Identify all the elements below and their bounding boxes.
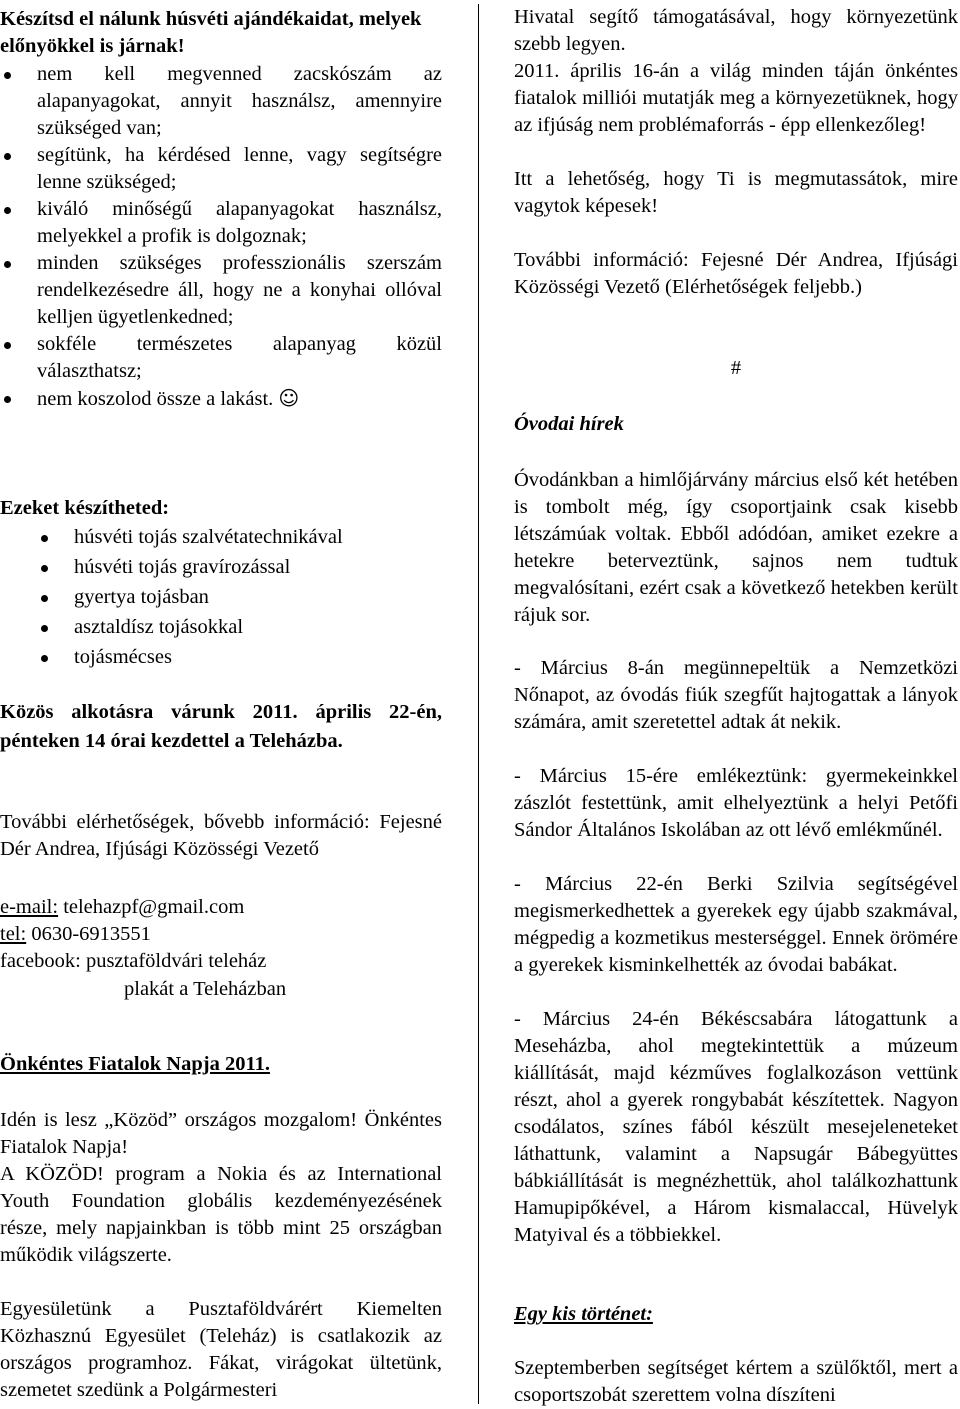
bullet-icon bbox=[4, 261, 11, 268]
bullet-icon bbox=[4, 207, 11, 214]
story-heading: Egy kis történet: bbox=[514, 1303, 653, 1325]
column-divider bbox=[478, 4, 479, 1404]
bullet-icon bbox=[4, 72, 11, 79]
list-item: sokféle természetes alapanyag közül választhatsz; bbox=[0, 331, 442, 385]
make-heading: Ezeket készítheted: bbox=[0, 497, 170, 519]
facebook-line: facebook: pusztaföldvári teleház bbox=[0, 950, 267, 972]
news-item: - Március 24-én Békéscsabára látogattunk a Meseházba, ahol megtekintettük a múzeum kiállítását, majd kézműves foglalkozáson vettünk részt, ahol a gyerek rongybabát készítettek. Nagyon csodálatos, színes fából készült mesejeleneteket láthattunk, valamint a Napsugár Bábegyüttes bábkiállítását is megnézhettük, ahol találkozhattunk Hamupipőkével, a Három kismalaccal, Hüvelyk Matyival és a többiekkel. bbox=[514, 1008, 958, 1246]
email-label: e-mail: bbox=[0, 896, 59, 918]
bullet-icon bbox=[4, 153, 11, 160]
list-item: asztaldísz tojásokkal bbox=[0, 612, 442, 642]
more-info: További információ: Fejesné Dér Andrea, Ifjúsági Közösségi Vezető (Elérhetőségek feljebb.) bbox=[514, 249, 958, 298]
email-line bbox=[0, 894, 442, 921]
news-item: - Március 15-ére emlékeztünk: gyermekeinkkel zászlót festettünk, amit elhelyeztünk a helyi Petőfi Sándor Általános Iskolában az ott lévő emlékműnél. bbox=[514, 765, 958, 841]
list-item: húsvéti tojás szalvétatechnikával bbox=[0, 522, 442, 552]
list-item: minden szükséges professzionális szerszám rendelkezésedre áll, hogy ne a konyhai ollóval kelljen ügyetlenkedned; bbox=[0, 250, 442, 331]
story-paragraph: Szeptemberben segítséget kértem a szülőktől, mert a csoportszobát szerettem volna díszíteni bbox=[514, 1357, 958, 1406]
news-item: - Március 22-én Berki Szilvia segítségével megismerkedhettek a gyerekek egy újabb szakmával, mégpedig a kozmetikus mesterséggel. Ennek örömére a gyerekek kisminkelhették az óvodai babákat. bbox=[514, 873, 958, 976]
list-item: húsvéti tojás gravírozással bbox=[0, 552, 442, 582]
tel-line bbox=[0, 921, 442, 948]
items-list bbox=[0, 522, 442, 672]
volunteer-heading: Önkéntes Fiatalok Napja 2011. bbox=[0, 1053, 270, 1075]
invite-text: Közös alkotásra várunk 2011. április 22-én, pénteken 14 órai kezdettel a Teleházba. bbox=[0, 701, 442, 752]
list-item: nem koszolod össze a lakást. ☺ bbox=[0, 385, 442, 413]
volunteer-paragraph-3: Egyesületünk a Pusztaföldvárért Kiemelten Közhasznú Egyesület (Teleház) is csatlakozik az országos programhoz. Fákat, virágokat ültetünk, szemetet szedünk a Polgármesteri bbox=[0, 1298, 442, 1401]
bullet-icon bbox=[4, 342, 11, 349]
list-item: tojásmécses bbox=[0, 642, 442, 672]
kindergarten-paragraph: Óvodánkban a himlőjárvány március első két hetében is tombolt még, így csoportjaink csak kisebb létszámúak voltak. Ebből adódóan, amiket ezekre a hetekre beterveztünk, sajnos nem tudtuk megvalósítani, ezért csak a következő hetekben került rájuk sor. bbox=[514, 469, 958, 626]
bullet-icon bbox=[41, 535, 48, 542]
news-item: - Március 8-án megünnepeltük a Nemzetközi Nőnapot, az óvodás fiúk szegfűt hajtogattak a lányok számára, amit szeretettel adtak át nekik. bbox=[514, 657, 958, 733]
list-item: segítünk, ha kérdésed lenne, vagy segítségre lenne szükséged; bbox=[0, 142, 442, 196]
contact-intro: További elérhetőségek, bővebb információ: Fejesné Dér Andrea, Ifjúsági Közösségi Vezető bbox=[0, 811, 442, 860]
bullet-icon bbox=[41, 625, 48, 632]
bullet-icon bbox=[41, 655, 48, 662]
tel-label: tel: bbox=[0, 923, 27, 945]
volunteer-continued-1: Hivatal segítő támogatásával, hogy környezetünk szebb legyen. bbox=[514, 6, 958, 55]
volunteer-paragraph-1: Idén is lesz „Közöd” országos mozgalom! Önkéntes Fiatalok Napja! bbox=[0, 1109, 442, 1158]
bullet-icon bbox=[41, 595, 48, 602]
bullet-icon bbox=[41, 565, 48, 572]
volunteer-continued-3: Itt a lehetőség, hogy Ti is megmutassátok, mire vagytok képesek! bbox=[514, 168, 958, 217]
list-item: kiváló minőségű alapanyagokat használsz, melyekkel a profik is dolgoznak; bbox=[0, 196, 442, 250]
email-value[interactable]: telehazpf@gmail.com bbox=[58, 896, 245, 918]
section-separator: # bbox=[730, 357, 742, 379]
poster-line: plakát a Teleházban bbox=[124, 978, 287, 1000]
list-item: nem kell megvenned zacskószám az alapanyagokat, annyit használsz, amennyire szükséged van; bbox=[0, 61, 442, 142]
smiley-icon: ☺ bbox=[278, 386, 300, 410]
tel-value: 0630-6913551 bbox=[26, 923, 151, 945]
kindergarten-heading: Óvodai hírek bbox=[514, 413, 624, 435]
intro-heading: Készítsd el nálunk húsvéti ajándékaidat, melyek előnyökkel is járnak! bbox=[0, 8, 422, 57]
advantages-list bbox=[0, 61, 442, 413]
list-item: gyertya tojásban bbox=[0, 582, 442, 612]
volunteer-paragraph-2: A KÖZÖD! program a Nokia és az International Youth Foundation globális kezdeményezésének része, mely napjainkban is több mint 25 országban működik világszerte. bbox=[0, 1163, 442, 1266]
bullet-icon bbox=[4, 396, 11, 403]
volunteer-continued-2: 2011. április 16-án a világ minden táján önkéntes fiatalok milliói mutatják meg a környezetüknek, hogy az ifjúság nem problémaforrás - épp ellenkezőleg! bbox=[514, 60, 958, 136]
